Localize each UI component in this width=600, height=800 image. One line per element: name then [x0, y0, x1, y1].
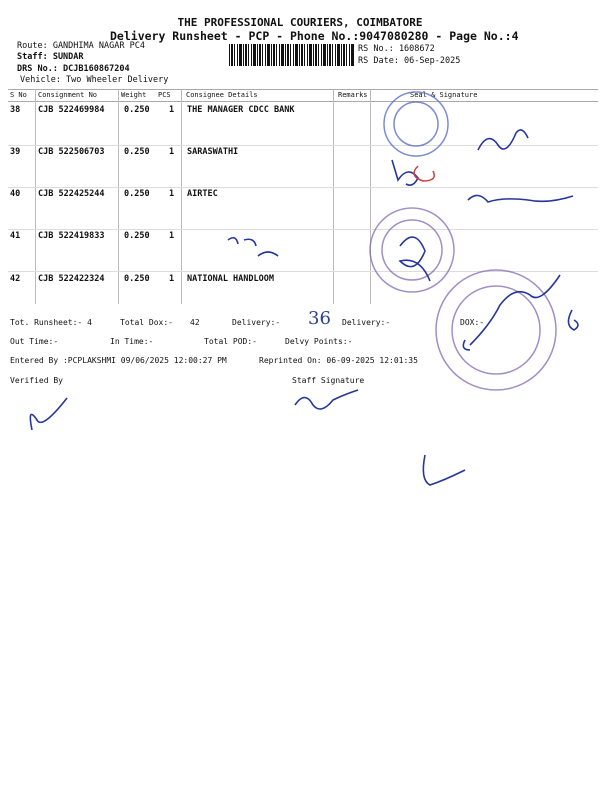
- row-consignee: NATIONAL HANDLOOM: [187, 274, 274, 284]
- total-dox-label: Total Dox:-: [120, 318, 173, 327]
- route: Route: GANDHIMA NAGAR PC4: [17, 41, 145, 51]
- row-consignment: CJB 522419833: [38, 231, 105, 241]
- company-name: THE PROFESSIONAL COURIERS, COIMBATORE: [177, 16, 423, 29]
- col-header-pcs: PCS: [158, 91, 171, 99]
- row-sno: 39: [10, 147, 21, 157]
- row-pcs: 1: [169, 147, 175, 157]
- row-pcs: 1: [169, 231, 175, 241]
- drs-number: DRS No.: DCJB160867204: [17, 64, 130, 74]
- row-weight: 0.250: [124, 105, 150, 115]
- delvy-points: Delvy Points:-: [285, 337, 353, 346]
- row-sno: 41: [10, 231, 21, 241]
- rs-number: RS No.: 1608672: [358, 44, 435, 54]
- col-header-seal: Seal & Signature: [410, 91, 478, 99]
- staff-signature-label: Staff Signature: [292, 376, 365, 385]
- undelivery-label: Delivery:-: [342, 318, 391, 327]
- total-pod: Total POD:-: [204, 337, 257, 346]
- col-header-remarks: Remarks: [338, 91, 368, 99]
- row-consignment: CJB 522422324: [38, 274, 105, 284]
- rs-date: RS Date: 06-Sep-2025: [358, 56, 461, 66]
- col-header-consignment: Consignment No: [38, 91, 98, 99]
- row-consignment: CJB 522506703: [38, 147, 105, 157]
- out-time: Out Time:-: [10, 337, 59, 346]
- col-header-consignee: Consignee Details: [186, 91, 258, 99]
- col-header-sno: S No: [10, 91, 27, 99]
- row-weight: 0.250: [124, 274, 150, 284]
- tot-runsheet: Tot. Runsheet:- 4: [10, 318, 92, 327]
- bank-stamp: [384, 92, 448, 156]
- corporation-stamp: [370, 208, 556, 390]
- in-time: In Time:-: [110, 337, 154, 346]
- row-pcs: 1: [169, 274, 175, 284]
- reprinted-on: Reprinted On: 06-09-2025 12:01:35: [259, 356, 418, 365]
- red-initials: [414, 166, 434, 181]
- col-header-weight: Weight: [121, 91, 147, 99]
- row-consignee: SARASWATHI: [187, 147, 239, 157]
- row-sno: 38: [10, 105, 21, 115]
- row-consignee: AIRTEC: [187, 189, 218, 199]
- row-sno: 42: [10, 274, 21, 284]
- row-weight: 0.250: [124, 189, 150, 199]
- staff: Staff: SUNDAR: [17, 52, 84, 62]
- row-consignment: CJB 522469984: [38, 105, 105, 115]
- row-pcs: 1: [169, 189, 175, 199]
- row-pcs: 1: [169, 105, 175, 115]
- row-sno: 40: [10, 189, 21, 199]
- dox-label: DOX:-: [460, 318, 485, 327]
- row-consignment: CJB 522425244: [38, 189, 105, 199]
- vehicle: Vehicle: Two Wheeler Delivery: [20, 75, 169, 85]
- document-title: Delivery Runsheet - PCP - Phone No.:9047080280 - Page No.:4: [110, 29, 519, 43]
- handwritten-signatures: [30, 130, 578, 485]
- row-weight: 0.250: [124, 147, 150, 157]
- entered-by: Entered By :PCPLAKSHMI 09/06/2025 12:00:27 PM: [10, 356, 227, 365]
- delivery-handwritten: 36: [308, 308, 331, 329]
- total-dox-value: 42: [190, 318, 200, 327]
- delivery-label: Delivery:-: [232, 318, 281, 327]
- row-consignee: THE MANAGER CDCC BANK: [187, 105, 295, 115]
- row-weight: 0.250: [124, 231, 150, 241]
- verified-by: Verified By: [10, 376, 63, 385]
